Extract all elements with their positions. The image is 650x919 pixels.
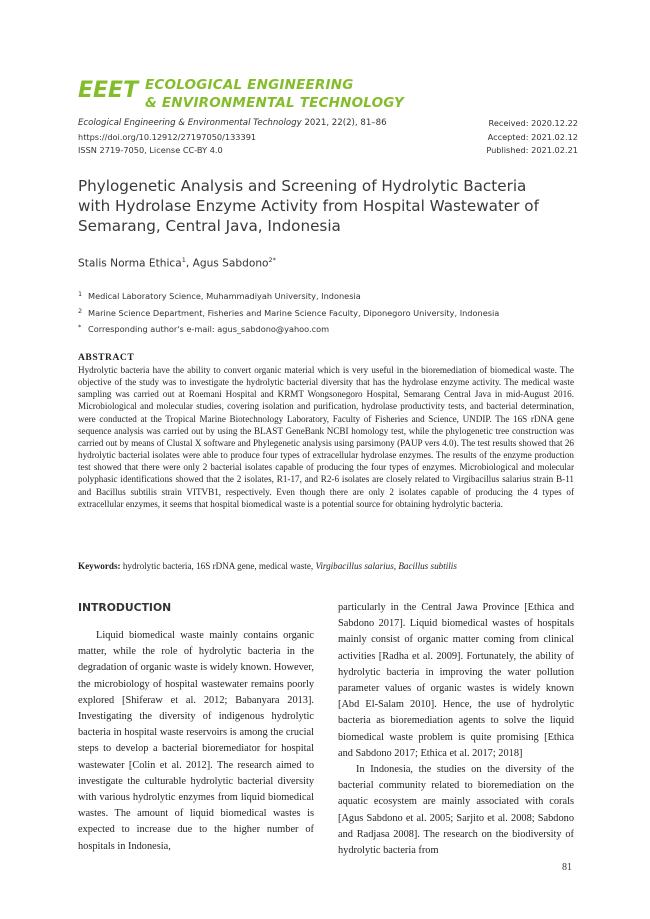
accepted-date: Accepted: 2021.02.12 (487, 131, 578, 142)
introduction-left-column: Liquid biomedical waste mainly contains organic matter, while the role of hydrolytic bacteria in the degradation of organic waste is widely known. However, the microbiology of hospital wastewater remains poorly explored [Shiferaw et al. 2012; Babanyara 2013]. Investigating the diversity of indigenous hydrolytic bacteria in hospital waste reservoirs is among the crucial steps to develop a bacterial bioremediator for hospital wastewater [Colin et al. 2012]. The research aimed to investigate the culturable hydrolytic bacterial diversity with various hydrolytic enzymes from liquid biomedical wastes. The amount of liquid biomedical wastes is expected to increase due to the higher number of hospitals in Indonesia, (78, 630, 314, 852)
journal-name (145, 76, 404, 112)
introduction-right-column (338, 600, 574, 859)
citation-journal: Ecological Engineering & Environmental Technology (78, 118, 302, 128)
introduction-paragraph: In Indonesia, the studies on the diversity of the bacterial community related to bioremediation on the aquatic ecosystem are mainly associated with corals [Agus Sabdono et al. 2005; Sarjito et al. 2008; Sabdono and Radjasa 2008]. The research on the biodiversity of hydrolytic bacteria from (338, 764, 574, 857)
dates-block (486, 117, 578, 158)
introduction-heading: INTRODUCTION (78, 601, 172, 614)
author-name: Agus Sabdono (192, 257, 269, 270)
author-affil-mark: 1 (181, 256, 186, 264)
keywords (78, 560, 574, 572)
page-number: 81 (562, 862, 572, 873)
keyword-species: Virgibacillus salarius (315, 561, 394, 571)
published-date: Published: 2021.02.21 (486, 145, 578, 155)
corresponding-email[interactable]: Corresponding author's e-mail: agus_sabdono@yahoo.com (88, 324, 330, 334)
doi-link[interactable]: https://doi.org/10.12912/27197050/133391 (78, 131, 257, 142)
citation-block (78, 117, 387, 158)
affiliation-mark: 1 (78, 290, 83, 298)
received-date: Received: 2020.12.22 (488, 118, 578, 128)
article-title: Phylogenetic Analysis and Screening of Hydrolytic Bacteria with Hydrolase Enzyme Activity from Hospital Wastewater of Semarang, Central Java, Indonesia (78, 177, 539, 235)
author-affil-mark: 2* (268, 256, 276, 264)
journal-logo: EEET (78, 78, 139, 103)
keywords-label: Keywords: (78, 561, 121, 571)
affiliation-mark: * (78, 323, 82, 331)
affiliations (78, 288, 578, 338)
affiliation-text: Medical Laboratory Science, Muhammadiyah University, Indonesia (88, 291, 361, 301)
keyword-species: Bacillus subtilis (398, 561, 457, 571)
keywords-separator: , (393, 561, 399, 571)
affiliation-mark: 2 (78, 306, 83, 315)
author-separator: , (185, 257, 193, 270)
citation-volume: 2021, 22(2), 81–86 (301, 118, 387, 128)
author-name: Stalis Norma Ethica (78, 257, 182, 270)
keywords-list: hydrolytic bacteria, 16S rDNA gene, medical waste, (120, 561, 316, 571)
journal-name-line1: ECOLOGICAL ENGINEERING (145, 77, 354, 93)
citation-line (78, 117, 387, 131)
introduction-paragraph: particularly in the Central Jawa Province [Ethica and Sabdono 2017]. Liquid biomedical wastes of hospitals mainly consist of organic matter coming from clinical activities [Radha et al. 2009]. Fortunately, the ability of hydrolytic bacteria in improving the water pollution parameter values of organic wastes is widely known [Abd El-Salam 2010]. Hence, the use of hydrolytic bacteria as bioremediation agents to solve the liquid biomedical waste problem is quite promising [Ethica and Sabdono 2017; Ethica et al. 2017; 2018] (338, 602, 574, 759)
author-list (78, 256, 276, 270)
journal-name-line2: & ENVIRONMENTAL TECHNOLOGY (145, 95, 405, 111)
issn-license: ISSN 2719-7050, License CC-BY 4.0 (78, 145, 223, 155)
affiliation-item (78, 305, 578, 322)
abstract-heading: ABSTRACT (78, 352, 135, 363)
affiliation-item (78, 321, 578, 338)
affiliation-item (78, 288, 578, 305)
abstract-text: Hydrolytic bacteria have the ability to convert organic material which is very useful in the bioremediation of biomedical waste. The objective of the study was to investigate the hydrolytic bacterial diversity that has the hydrolase enzyme activity. The medical waste sampling was carried out at Roemani Hospital and KRMT Wongsonegoro Hospital, Semarang Central Java in mid-August 2016. Microbiological and molecular studies, covering isolation and purification, hydrolase productivity tests, and bacterial determination, were conducted at the Tropical Marine Biotechnology Laboratory, Faculty of Fisheries and Science, UNDIP. The 16S rDNA gene sequence analysis was carried out by using the BLAST GeneBank NCBI homology test, while the phylogenetic tree construction was carried out by means of Clustal X software and Phylegenetic analysis using parsimony (PAUP vers 4.0). The test results showed that 26 hydrolytic bacterial isolates were able to produce four types of extracellular hydrolase enzymes. The results of the enzyme production test showed that there were only 2 bacterial isolates capable of producing the four types of enzymes. Microbiological and molecular polyphasic identifications showed that the 2 isolates, R1-17, and R2-6 isolates are closely related to Virgibacillus salarius strain B-11 and Bacillus subtilis strain VITVB1, respectively. Even though there are only 2 isolates capable of producing the 4 types of extracellular enzymes, it seems that hospital biomedical waste is a potential source for obtaining hydrolytic bacteria. (78, 365, 574, 509)
affiliation-text: Marine Science Department, Fisheries and Marine Science Faculty, Diponegoro University, Indonesia (88, 307, 500, 318)
